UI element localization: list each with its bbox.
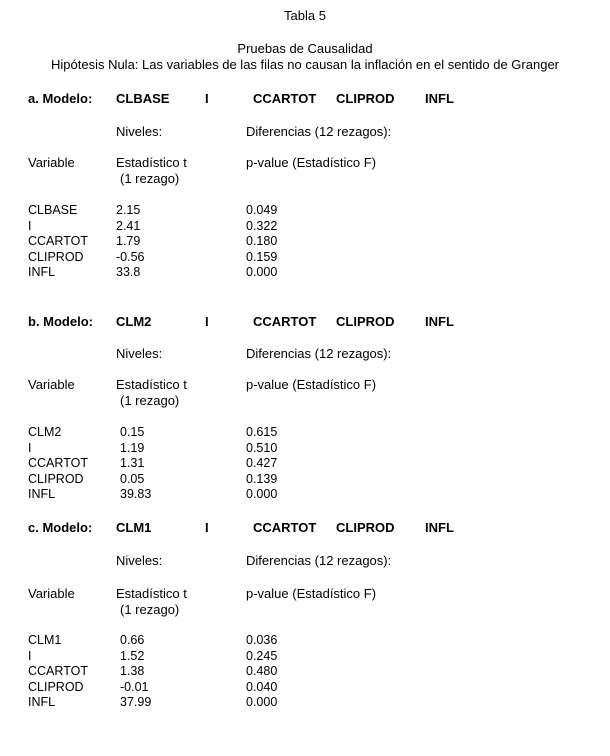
model-var-5: INFL <box>425 520 454 535</box>
model-var-3: CCARTOT <box>253 314 317 329</box>
table-row-tstat: 33.8 <box>116 265 141 279</box>
table-row-tstat: 1.52 <box>120 648 145 663</box>
table-row-var: I <box>28 218 32 233</box>
table-row-var: CLIPROD <box>28 471 84 486</box>
levels-header: Niveles: <box>116 553 163 568</box>
table-row-tstat: 39.83 <box>120 487 152 501</box>
model-var-1: CLM1 <box>116 520 152 535</box>
table-row-pvalue: 0.159 <box>246 249 278 264</box>
table-row-var: I <box>28 648 32 663</box>
table-row-tstat: 37.99 <box>120 695 152 709</box>
levels-header: Niveles: <box>116 346 163 361</box>
model-var-5: INFL <box>425 91 454 106</box>
table-row-var: CCARTOT <box>28 664 88 678</box>
pvalue-header: p-value (Estadístico F) <box>246 586 377 601</box>
model-var-5: INFL <box>425 314 454 329</box>
table-row-tstat: 2.41 <box>116 218 141 233</box>
variable-header: Variable <box>28 586 75 601</box>
table-row-tstat: 1.79 <box>116 234 141 248</box>
table-row-pvalue: 0.322 <box>246 218 278 233</box>
pvalue-column <box>246 203 277 281</box>
table-row-tstat: 2.15 <box>116 203 141 217</box>
pvalue-header: p-value (Estadístico F) <box>246 155 377 170</box>
model-var-2: I <box>205 91 209 106</box>
table-title: Tabla 5 <box>284 8 326 23</box>
table-row-pvalue: 0.480 <box>246 664 278 678</box>
tstat-column <box>116 203 145 281</box>
table-row-tstat: 1.38 <box>120 664 145 678</box>
table-row-var: INFL <box>28 487 56 501</box>
table-row-pvalue: 0.040 <box>246 679 278 694</box>
table-row-var: CLM2 <box>28 425 62 439</box>
table-row-var: CLBASE <box>28 203 78 217</box>
table-row-pvalue: 0.000 <box>246 695 278 709</box>
variable-header: Variable <box>28 377 75 392</box>
var-column <box>28 425 88 503</box>
model-var-1: CLM2 <box>116 314 152 329</box>
tstat-header: Estadístico t <box>116 155 187 170</box>
table-row-tstat: 0.15 <box>120 425 145 439</box>
model-var-4: CLIPROD <box>336 91 395 106</box>
tstat-subheader: (1 rezago) <box>120 393 180 408</box>
table-row-pvalue: 0.427 <box>246 456 278 470</box>
model-var-2: I <box>205 520 209 535</box>
table-row-pvalue: 0.245 <box>246 648 278 663</box>
table-row-var: CLM1 <box>28 633 62 647</box>
table-row-tstat: -0.01 <box>120 679 149 694</box>
table-row-var: CLIPROD <box>28 249 84 264</box>
differences-header: Diferencias (12 rezagos): <box>246 346 392 361</box>
model-var-4: CLIPROD <box>336 520 395 535</box>
table-row-var: CLIPROD <box>28 679 84 694</box>
differences-header: Diferencias (12 rezagos): <box>246 553 392 568</box>
table-row-pvalue: 0.615 <box>246 425 278 439</box>
table-row-var: INFL <box>28 265 56 279</box>
var-column <box>28 203 88 281</box>
table-row-tstat: 1.19 <box>120 440 145 455</box>
differences-header: Diferencias (12 rezagos): <box>246 124 392 139</box>
var-column <box>28 633 88 711</box>
table-row-tstat: -0.56 <box>116 249 145 264</box>
tstat-subheader: (1 rezago) <box>120 602 180 617</box>
tstat-subheader: (1 rezago) <box>120 171 180 186</box>
table-row-pvalue: 0.049 <box>246 203 278 217</box>
tstat-column <box>120 633 151 711</box>
model-var-4: CLIPROD <box>336 314 395 329</box>
table-row-pvalue: 0.036 <box>246 633 278 647</box>
table-row-pvalue: 0.139 <box>246 471 278 486</box>
model-var-1: CLBASE <box>116 91 170 106</box>
tstat-header: Estadístico t <box>116 377 187 392</box>
table-row-var: CCARTOT <box>28 456 88 470</box>
variable-header: Variable <box>28 155 75 170</box>
pvalue-column <box>246 633 277 711</box>
model-var-3: CCARTOT <box>253 520 317 535</box>
table-row-pvalue: 0.000 <box>246 265 278 279</box>
table-row-pvalue: 0.000 <box>246 487 278 501</box>
table-row-tstat: 1.31 <box>120 456 145 470</box>
tstat-header: Estadístico t <box>116 586 187 601</box>
tstat-column <box>120 425 151 503</box>
table-row-pvalue: 0.510 <box>246 440 278 455</box>
model-label: c. Modelo: <box>28 520 93 535</box>
model-label: a. Modelo: <box>28 91 93 106</box>
table-row-var: INFL <box>28 695 56 709</box>
table-row-var: CCARTOT <box>28 234 88 248</box>
table-row-var: I <box>28 440 32 455</box>
pvalue-header: p-value (Estadístico F) <box>246 377 377 392</box>
model-var-2: I <box>205 314 209 329</box>
pvalue-column <box>246 425 277 503</box>
null-hypothesis: Hipótesis Nula: Las variables de las filas no causan la inflación en el sentido de Granger <box>50 57 559 72</box>
table-row-tstat: 0.66 <box>120 633 145 647</box>
table-row-pvalue: 0.180 <box>246 234 278 248</box>
model-var-3: CCARTOT <box>253 91 317 106</box>
table-subtitle: Pruebas de Causalidad <box>237 41 373 56</box>
model-label: b. Modelo: <box>28 314 93 329</box>
levels-header: Niveles: <box>116 124 163 139</box>
table-row-tstat: 0.05 <box>120 471 145 486</box>
